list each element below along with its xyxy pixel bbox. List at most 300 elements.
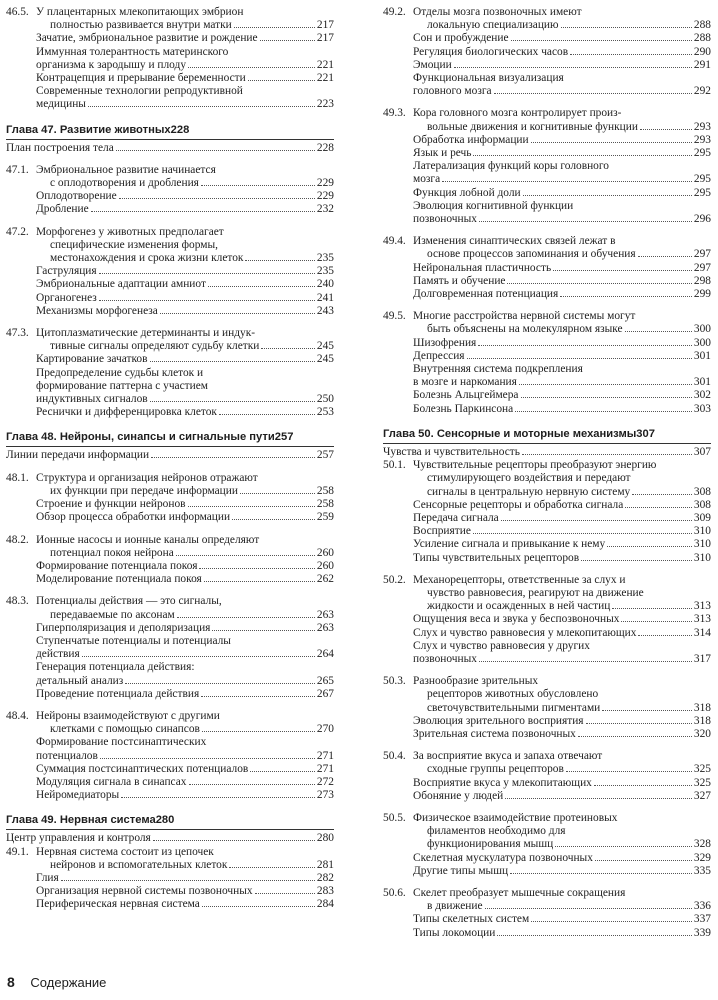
- page-ref: 339: [693, 926, 711, 939]
- toc-subsection: [383, 913, 711, 926]
- toc-section: [383, 887, 711, 913]
- section-number: 50.3.: [383, 675, 406, 688]
- page-ref: 310: [693, 551, 711, 564]
- page-ref: 329: [693, 851, 711, 864]
- section-number: 50.5.: [383, 811, 406, 824]
- entry-title: Современные технологии репродуктивной: [36, 85, 243, 98]
- toc-subsection: [6, 635, 334, 661]
- section-number: 50.4.: [383, 750, 406, 763]
- dot-leader: [555, 846, 692, 847]
- dot-leader: [99, 300, 315, 301]
- page-ref: 309: [693, 511, 711, 524]
- dot-leader: [485, 908, 692, 909]
- dot-leader: [640, 129, 692, 130]
- dot-leader: [473, 155, 691, 156]
- dot-leader: [199, 568, 314, 569]
- toc-section: [6, 6, 334, 32]
- entry-title: специфические изменения формы,: [50, 238, 218, 251]
- page-ref: 290: [693, 45, 711, 58]
- entry-title: Линии передачи информации: [6, 449, 150, 462]
- entry-title: Функция лобной доли: [413, 186, 521, 199]
- toc-subsection: [6, 292, 334, 305]
- toc-subsection: [383, 865, 711, 878]
- entry-title: чувство равновесия, реагируют на движение: [427, 586, 644, 599]
- dot-leader: [523, 195, 692, 196]
- entry-title: Слух и чувство равновесия у других: [413, 639, 590, 652]
- toc-section: [6, 164, 334, 190]
- entry-title: формирование паттерна с участием: [36, 379, 209, 392]
- page-ref: 228: [170, 123, 190, 136]
- dot-leader: [531, 921, 692, 922]
- toc-subsection: [383, 32, 711, 45]
- dot-leader: [245, 260, 314, 261]
- entry-title: Ступенчатые потенциалы и потенциалы: [36, 634, 231, 647]
- entry-title: Потенциалы действия — это сигналы,: [36, 595, 222, 608]
- entry-title: Суммация постсинаптических потенциалов: [36, 762, 249, 775]
- dot-leader: [497, 935, 692, 936]
- entry-title: За восприятие вкуса и запаха отвечают: [413, 750, 603, 763]
- page-ref: 295: [693, 147, 711, 160]
- toc-subsection: [383, 790, 711, 803]
- entry-title: У плацентарных млекопитающих эмбрион: [36, 6, 244, 18]
- entry-title: Эмбриональные адаптации амниот: [36, 278, 206, 291]
- toc-subsection: [383, 403, 711, 416]
- section-number: 47.3.: [6, 327, 29, 340]
- toc-subsection: [383, 389, 711, 402]
- footer-label: Содержание: [30, 975, 107, 990]
- section-number: 50.6.: [383, 886, 406, 899]
- entry-title: Типы локомоции: [413, 926, 496, 939]
- toc-subsection: [383, 134, 711, 147]
- dot-leader: [501, 520, 692, 521]
- dot-leader: [594, 785, 692, 786]
- section-number: 49.3.: [383, 107, 406, 120]
- entry-title: Морфогенез у животных предполагает: [36, 225, 224, 238]
- entry-title: Структура и организация нейронов отражают: [36, 471, 258, 484]
- toc-section: [383, 812, 711, 852]
- entry-title: Дробление: [36, 203, 89, 216]
- dot-leader: [621, 621, 691, 622]
- entry-title: Усиление сигнала и привыкание к нему: [413, 538, 606, 551]
- toc-subsection: [383, 59, 711, 72]
- chapter-heading: [6, 431, 334, 447]
- dot-leader: [255, 893, 315, 894]
- toc-section: [6, 710, 334, 736]
- entry-title: Эмбриональное развитие начинается: [36, 163, 216, 176]
- toc-subsection: [383, 288, 711, 301]
- toc-subsection: [6, 278, 334, 291]
- page-ref: 288: [693, 19, 711, 32]
- toc-section: [383, 310, 711, 336]
- toc-subsection: [6, 85, 334, 111]
- toc-subsection: [383, 350, 711, 363]
- dot-leader: [177, 617, 315, 618]
- entry-title: Депрессия: [413, 349, 465, 362]
- entry-title: Скелет преобразует мышечные сокращения: [413, 886, 626, 899]
- dot-leader: [208, 286, 315, 287]
- entry-title: Зрительная система позвоночных: [413, 727, 576, 740]
- dot-leader: [479, 221, 692, 222]
- dot-leader: [560, 296, 692, 297]
- page-ref: 314: [693, 626, 711, 639]
- entry-title: нейронов и вспомогательных клеток: [50, 858, 228, 871]
- toc-section: [383, 235, 711, 261]
- section-number: 49.4.: [383, 235, 406, 248]
- page-ref: 271: [316, 749, 334, 762]
- page-ref: 260: [316, 559, 334, 572]
- entry-title: рецепторов животных обусловлено: [427, 688, 599, 701]
- entry-title: с оплодотворения и дробления: [50, 177, 199, 190]
- page-ref: 293: [693, 133, 711, 146]
- entry-title: Типы скелетных систем: [413, 913, 530, 926]
- page-ref: 337: [693, 913, 711, 926]
- toc-subsection: [383, 262, 711, 275]
- entry-title: Болезнь Паркинсона: [413, 402, 514, 415]
- entry-title: быть объяснены на молекулярном языке: [427, 323, 623, 336]
- dot-leader: [494, 93, 692, 94]
- dot-leader: [595, 860, 692, 861]
- page-ref: 257: [316, 449, 334, 462]
- entry-title: Глава 48. Нейроны, синапсы и сигнальные пути: [6, 431, 275, 444]
- dot-leader: [519, 384, 692, 385]
- dot-leader: [61, 880, 315, 881]
- entry-title: Реснички и дифференцировка клеток: [36, 406, 217, 419]
- toc-section: [6, 142, 334, 155]
- page-ref: 272: [316, 775, 334, 788]
- entry-title: локальную специализацию: [427, 19, 559, 32]
- entry-title: основе процессов запоминания и обучения: [427, 248, 636, 261]
- page-ref: 301: [693, 376, 711, 389]
- dot-leader: [578, 736, 692, 737]
- dot-leader: [511, 40, 692, 41]
- dot-leader: [219, 414, 315, 415]
- entry-title: Физическое взаимодействие протеиновых: [413, 811, 618, 824]
- dot-leader: [561, 27, 692, 28]
- entry-title: Формирование постсинаптических: [36, 736, 207, 749]
- toc-subsection: [383, 538, 711, 551]
- entry-title: Механизмы морфогенеза: [36, 304, 158, 317]
- entry-title: сигналы в центральную нервную систему: [427, 485, 631, 498]
- page-ref: 308: [693, 485, 711, 498]
- toc-subsection: [6, 367, 334, 407]
- page-ref: 297: [693, 261, 711, 274]
- dot-leader: [153, 840, 315, 841]
- toc-subsection: [6, 622, 334, 635]
- toc-subsection: [6, 898, 334, 911]
- dot-leader: [522, 454, 692, 455]
- dot-leader: [260, 40, 315, 41]
- page-ref: 317: [693, 652, 711, 665]
- toc-section: [6, 472, 334, 498]
- entry-title: полностью развивается внутри матки: [50, 19, 232, 32]
- toc-subsection: [6, 406, 334, 419]
- entry-title: Обоняние у людей: [413, 789, 504, 802]
- page-ref: 293: [693, 120, 711, 133]
- toc-section: [383, 675, 711, 715]
- toc-subsection: [6, 46, 334, 72]
- entry-title: светочувствительными пигментами: [427, 701, 601, 714]
- toc-section: [6, 226, 334, 266]
- page-ref: 302: [693, 389, 711, 402]
- entry-title: Чувства и чувствительность: [383, 445, 520, 458]
- toc-subsection: [6, 560, 334, 573]
- dot-leader: [240, 493, 315, 494]
- toc-subsection: [383, 715, 711, 728]
- toc-subsection: [6, 265, 334, 278]
- page-ref: 300: [693, 323, 711, 336]
- entry-title: Эволюция когнитивной функции: [413, 199, 574, 212]
- toc-subsection: [6, 190, 334, 203]
- dot-leader: [201, 185, 315, 186]
- entry-title: Картирование зачатков: [36, 353, 148, 366]
- entry-title: Нейроны взаимодействуют с другими: [36, 709, 220, 722]
- entry-title: передаваемые по аксонам: [50, 608, 175, 621]
- chapter-heading: [6, 124, 334, 140]
- entry-title: Зачатие, эмбриональное развитие и рождение: [36, 32, 258, 45]
- entry-title: Изменения синаптических связей лежат в: [413, 235, 616, 248]
- dot-leader: [100, 758, 315, 759]
- entry-title: Нервная система состоит из цепочек: [36, 845, 214, 858]
- entry-title: Глава 47. Развитие животных: [6, 123, 171, 136]
- entry-title: клетками с помощью синапсов: [50, 723, 200, 736]
- toc-subsection: [6, 203, 334, 216]
- dot-leader: [638, 256, 692, 257]
- dot-leader: [234, 27, 315, 28]
- dot-leader: [521, 397, 692, 398]
- page-ref: 243: [316, 304, 334, 317]
- section-number: 46.5.: [6, 6, 29, 18]
- entry-title: действия: [36, 648, 80, 661]
- page-ref: 270: [316, 723, 334, 736]
- entry-title: потенциал покоя нейрона: [50, 546, 174, 559]
- section-number: 48.4.: [6, 709, 29, 722]
- page-ref: 280: [316, 832, 334, 845]
- entry-title: Иммунная толерантность материнского: [36, 45, 229, 58]
- dot-leader: [160, 313, 315, 314]
- entry-title: Скелетная мускулатура позвоночных: [413, 851, 593, 864]
- entry-title: детальный анализ: [36, 674, 124, 687]
- entry-title: Цитоплазматические детерминанты и индук-: [36, 327, 256, 340]
- toc-section: [383, 446, 711, 459]
- entry-title: Чувствительные рецепторы преобразуют энергию: [413, 459, 657, 472]
- page-ref: 313: [693, 613, 711, 626]
- dot-leader: [586, 723, 692, 724]
- page-footer: [7, 974, 106, 990]
- page-ref: 228: [316, 141, 334, 154]
- dot-leader: [553, 270, 692, 271]
- dot-leader: [188, 506, 315, 507]
- entry-title: местонахождения и срока жизни клеток: [50, 252, 244, 265]
- page-ref: 217: [316, 32, 334, 45]
- section-number: 50.1.: [383, 459, 406, 472]
- page-ref: 235: [316, 265, 334, 278]
- entry-title: Нейромедиаторы: [36, 789, 120, 802]
- page-ref: 267: [316, 687, 334, 700]
- dot-leader: [151, 457, 315, 458]
- toc-section: [6, 846, 334, 872]
- page-ref: 298: [693, 274, 711, 287]
- page-ref: 250: [316, 393, 334, 406]
- entry-title: Нейрональная пластичность: [413, 261, 552, 274]
- entry-title: Ионные насосы и ионные каналы определяют: [36, 533, 260, 546]
- toc-subsection: [383, 46, 711, 59]
- entry-title: тивные сигналы определяют судьбу клетки: [50, 340, 260, 353]
- toc-subsection: [6, 736, 334, 762]
- toc-subsection: [6, 305, 334, 318]
- page-ref: 263: [316, 608, 334, 621]
- page-ref: 307: [693, 445, 711, 458]
- toc-subsection: [383, 640, 711, 666]
- entry-title: сходные группы рецепторов: [427, 763, 564, 776]
- toc-subsection: [6, 872, 334, 885]
- dot-leader: [189, 784, 315, 785]
- entry-title: Периферическая нервная система: [36, 898, 200, 911]
- dot-leader: [176, 555, 315, 556]
- page-ref: 265: [316, 674, 334, 687]
- section-number: 47.2.: [6, 225, 29, 238]
- toc-section: [383, 459, 711, 499]
- page-ref: 232: [316, 203, 334, 216]
- dot-leader: [232, 519, 315, 520]
- toc-subsection: [383, 499, 711, 512]
- entry-title: Глава 50. Сенсорные и моторные механизмы: [383, 427, 637, 440]
- entry-title: в мозге и наркомания: [413, 376, 517, 389]
- entry-title: Центр управления и контроля: [6, 832, 151, 845]
- dot-leader: [581, 560, 692, 561]
- entry-title: Болезнь Альцгеймера: [413, 389, 519, 402]
- section-number: 48.3.: [6, 595, 29, 608]
- entry-title: Строение и функции нейронов: [36, 498, 186, 511]
- entry-title: Многие расстройства нервной системы могут: [413, 310, 636, 323]
- page-ref: 245: [316, 340, 334, 353]
- toc-subsection: [383, 147, 711, 160]
- dot-leader: [473, 533, 692, 534]
- page-ref: 308: [693, 498, 711, 511]
- entry-title: Язык и речь: [413, 147, 472, 160]
- dot-leader: [632, 494, 692, 495]
- entry-title: позвоночных: [413, 213, 477, 226]
- dot-leader: [250, 771, 315, 772]
- entry-title: Ощущения веса и звука у беспозвоночных: [413, 613, 620, 626]
- entry-title: Внутренняя система подкрепления: [413, 363, 583, 376]
- page-ref: 301: [693, 349, 711, 362]
- page-ref: 257: [274, 431, 294, 444]
- entry-title: Органогенез: [36, 291, 97, 304]
- dot-leader: [479, 661, 692, 662]
- dot-leader: [125, 683, 315, 684]
- page-ref: 260: [316, 546, 334, 559]
- toc-subsection: [6, 661, 334, 687]
- entry-title: Латерализация функций коры головного: [413, 160, 609, 173]
- entry-title: индуктивных сигналов: [36, 393, 148, 406]
- page-ref: 310: [693, 525, 711, 538]
- entry-title: жидкости и осажденных в ней частиц: [427, 600, 611, 613]
- toc-section: [6, 534, 334, 560]
- page-ref: 253: [316, 406, 334, 419]
- dot-leader: [607, 546, 692, 547]
- entry-title: Слух и чувство равновесия у млекопитающих: [413, 626, 637, 639]
- entry-title: Типы чувствительных рецепторов: [413, 551, 580, 564]
- entry-title: Функциональная визуализация: [413, 72, 564, 85]
- dot-leader: [91, 211, 315, 212]
- page-ref: 221: [316, 58, 334, 71]
- entry-title: Организация нервной системы позвоночных: [36, 885, 253, 898]
- toc-subsection: [383, 200, 711, 226]
- chapter-heading: [6, 814, 334, 830]
- dot-leader: [507, 283, 691, 284]
- page-ref: 217: [316, 19, 334, 32]
- page-ref: 280: [155, 814, 175, 827]
- dot-leader: [602, 710, 692, 711]
- dot-leader: [201, 696, 315, 697]
- toc-subsection: [383, 160, 711, 186]
- toc-subsection: [383, 187, 711, 200]
- page-ref: 325: [693, 763, 711, 776]
- toc-subsection: [6, 688, 334, 701]
- toc-subsection: [383, 927, 711, 940]
- page-ref: 240: [316, 278, 334, 291]
- toc-subsection: [383, 337, 711, 350]
- toc-subsection: [383, 275, 711, 288]
- dot-leader: [119, 198, 315, 199]
- entry-title: Разнообразие зрительных: [413, 675, 539, 688]
- toc-column-right: [383, 6, 711, 940]
- page-ref: 263: [316, 621, 334, 634]
- toc-subsection: [6, 776, 334, 789]
- entry-title: Эмоции: [413, 58, 452, 71]
- page-ref: 282: [316, 871, 334, 884]
- dot-leader: [478, 345, 692, 346]
- page-ref: 283: [316, 885, 334, 898]
- page-ref: 297: [693, 248, 711, 261]
- dot-leader: [212, 630, 314, 631]
- dot-leader: [570, 54, 692, 55]
- entry-title: вольные движения и когнитивные функции: [427, 120, 638, 133]
- entry-title: Оплодотворение: [36, 190, 117, 203]
- section-number: 48.2.: [6, 533, 29, 546]
- page-ref: 281: [316, 858, 334, 871]
- page-ref: 235: [316, 252, 334, 265]
- entry-title: Передача сигнала: [413, 511, 499, 524]
- toc-section: [6, 595, 334, 621]
- toc-subsection: [6, 353, 334, 366]
- dot-leader: [612, 608, 692, 609]
- toc-subsection: [6, 789, 334, 802]
- toc-subsection: [383, 852, 711, 865]
- dot-leader: [99, 273, 315, 274]
- dot-leader: [261, 348, 315, 349]
- page-ref: 221: [316, 72, 334, 85]
- page-ref: 328: [693, 838, 711, 851]
- page-ref: 259: [316, 511, 334, 524]
- toc-section: [6, 832, 334, 845]
- toc-subsection: [383, 512, 711, 525]
- entry-title: Гиперполяризация и деполяризация: [36, 621, 211, 634]
- toc-subsection: [6, 763, 334, 776]
- toc-subsection: [383, 627, 711, 640]
- page-ref: 245: [316, 353, 334, 366]
- page-ref: 313: [693, 600, 711, 613]
- toc-section: [6, 449, 334, 462]
- page-ref: 262: [316, 573, 334, 586]
- dot-leader: [150, 401, 315, 402]
- dot-leader: [531, 142, 692, 143]
- toc-section: [383, 574, 711, 614]
- entry-title: мозга: [413, 173, 441, 186]
- entry-title: Обработка информации: [413, 133, 529, 146]
- toc-section: [383, 6, 711, 32]
- entry-title: Сенсорные рецепторы и обработка сигнала: [413, 498, 624, 511]
